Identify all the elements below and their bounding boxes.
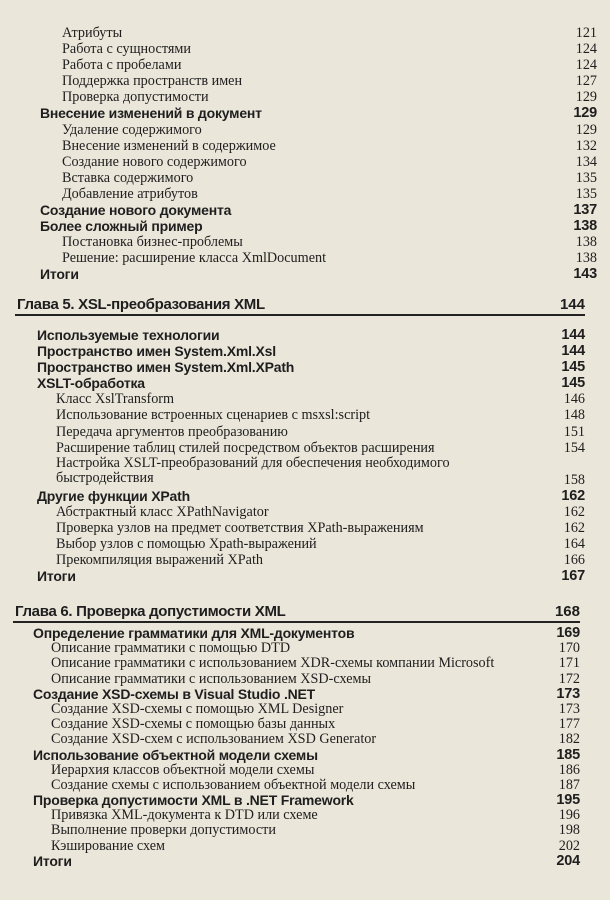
entry-title: Определение грамматики для XML-документов	[33, 625, 355, 641]
entry-title: Удаление содержимого	[62, 121, 202, 138]
entry-title: Используемые технологии	[37, 327, 220, 343]
toc-section-entry	[37, 359, 585, 375]
entry-title: Абстрактный класс XPathNavigator	[56, 504, 269, 521]
entry-title: Создание XSD-схемы с помощью XML Designer	[51, 700, 344, 717]
entry-title: Проверка допустимости XML в .NET Framework	[33, 792, 354, 809]
entry-page-number: 132	[575, 137, 597, 154]
entry-title: Вставка содержимого	[62, 169, 194, 186]
entry-title: Пространство имен System.Xml.XPath	[37, 359, 295, 376]
entry-page-number: 144	[561, 327, 585, 343]
toc-subsection-entry	[37, 552, 585, 568]
entry-page-number: 129	[575, 89, 597, 106]
entry-title: Внесение изменений в документ	[40, 105, 262, 122]
toc-subsection-entry	[37, 407, 585, 423]
toc-section-entry	[40, 202, 597, 218]
toc-section-entry	[33, 747, 580, 762]
entry-page-number: 196	[558, 807, 580, 824]
toc-subsection-entry	[33, 671, 580, 686]
entry-title: Итоги	[37, 568, 76, 585]
entry-page-number: 129	[575, 121, 597, 138]
toc-section-entry	[37, 488, 585, 504]
entry-title: Описание грамматики с помощью DTD	[51, 640, 291, 657]
toc-subsection-entry	[33, 807, 580, 822]
toc-section-entry	[40, 218, 597, 234]
toc-subsection-entry	[37, 424, 585, 440]
entry-title: Использование объектной модели схемы	[33, 746, 318, 763]
toc-subsection-entry	[37, 456, 585, 488]
entry-page-number: 173	[558, 700, 580, 717]
toc-subsection-entry	[33, 640, 580, 655]
entry-page-number: 135	[575, 185, 597, 202]
toc-section-entry	[40, 266, 597, 282]
toc-subsection-entry	[40, 186, 597, 202]
toc-subsection-entry	[33, 701, 580, 716]
entry-title: Создание схемы с использованием объектной модели схемы	[51, 776, 416, 793]
entry-page-number: 144	[561, 343, 585, 360]
entry-page-number: 162	[563, 520, 585, 537]
toc-section-entry	[37, 375, 585, 391]
toc-subsection-entry	[40, 138, 597, 154]
chapter-page-number: 144	[559, 296, 585, 313]
entry-title: Расширение таблиц стилей посредством объектов расширения	[56, 439, 435, 456]
chapter-page-number: 168	[554, 603, 580, 620]
entry-page-number: 135	[575, 169, 597, 186]
entry-title: Кэширование схем	[51, 837, 166, 854]
toc-subsection-entry	[40, 89, 597, 105]
entry-page-number: 138	[575, 234, 597, 251]
entry-page-number: 145	[561, 359, 585, 376]
entry-page-number: 173	[556, 685, 580, 702]
toc-subsection-entry	[40, 234, 597, 250]
entry-title: Атрибуты	[62, 25, 123, 41]
toc-subsection-entry	[37, 520, 585, 536]
toc-subsection-entry	[33, 822, 580, 837]
toc-subsection-entry	[40, 250, 597, 266]
entry-page-number: 134	[575, 153, 597, 170]
entry-page-number: 151	[563, 423, 585, 440]
entry-title: Использование встроенных сценариев с msxsl:script	[56, 407, 371, 424]
toc-subsection-entry	[40, 122, 597, 138]
entry-page-number: 202	[558, 837, 580, 854]
toc-subsection-entry	[40, 57, 597, 73]
entry-title: Создание XSD-схемы в Visual Studio .NET	[33, 685, 316, 702]
entry-title: Работа с сущностями	[62, 41, 191, 58]
toc-section-entry	[33, 686, 580, 701]
entry-title: Более сложный пример	[40, 218, 203, 235]
entry-page-number: 129	[573, 105, 597, 122]
toc-section-entry	[37, 343, 585, 359]
toc-subsection-entry	[40, 170, 597, 186]
entry-page-number: 124	[575, 57, 597, 74]
entry-page-number: 187	[558, 776, 580, 793]
entry-page-number: 185	[556, 746, 580, 763]
entry-title: Проверка допустимости	[62, 89, 209, 106]
toc-section-entry	[40, 105, 597, 121]
entry-title: Создание нового документа	[40, 202, 232, 219]
entry-title: Работа с пробелами	[62, 57, 182, 74]
entry-title: Создание нового содержимого	[62, 153, 247, 170]
toc-section-entry	[33, 853, 580, 868]
toc-section	[40, 25, 597, 283]
entry-page-number: 177	[558, 716, 580, 733]
entry-page-number: 145	[561, 375, 585, 392]
entry-page-number: 162	[561, 487, 585, 504]
entry-title: Другие функции XPath	[37, 487, 190, 504]
entry-page-number: 182	[558, 731, 580, 748]
entry-page-number: 146	[563, 391, 585, 408]
toc-subsection-entry	[40, 41, 597, 57]
entry-page-number: 172	[558, 670, 580, 687]
entry-page-number: 164	[563, 536, 585, 553]
entry-title: Пространство имен System.Xml.Xsl	[37, 343, 276, 360]
entry-title: Выбор узлов с помощью Xpath-выражений	[56, 536, 317, 553]
toc-subsection-entry	[37, 504, 585, 520]
entry-title: Прекомпиляция выражений XPath	[56, 552, 263, 569]
entry-page-number: 138	[575, 250, 597, 267]
toc-section-entry	[33, 625, 580, 640]
entry-page-number: 124	[575, 41, 597, 58]
entry-page-number: 195	[556, 792, 580, 809]
entry-page-number: 162	[563, 504, 585, 521]
entry-title: Класс XslTransform	[56, 391, 175, 408]
entry-page-number: 158	[563, 471, 585, 488]
toc-subsection-entry	[40, 154, 597, 170]
entry-title: Описание грамматики с использованием XDR-схемы компании Microsoft	[51, 655, 495, 672]
entry-page-number: 169	[556, 625, 580, 641]
entry-title: XSLT-обработка	[37, 375, 145, 392]
toc-subsection-entry	[37, 391, 585, 407]
toc-subsection-entry	[37, 536, 585, 552]
entry-title: Выполнение проверки допустимости	[51, 822, 276, 839]
entry-title: Итоги	[33, 852, 72, 869]
entry-page-number: 143	[573, 266, 597, 283]
toc-subsection-entry	[33, 731, 580, 746]
entry-title: Создание XSD-схем с использованием XSD Generator	[51, 731, 377, 748]
toc-subsection-entry	[33, 716, 580, 731]
entry-title: Описание грамматики с использованием XSD-схемы	[51, 670, 372, 687]
chapter-heading	[13, 601, 580, 623]
toc-subsection-entry	[33, 655, 580, 670]
entry-page-number: 167	[561, 568, 585, 585]
entry-page-number: 154	[563, 439, 585, 456]
toc-section	[37, 327, 585, 585]
entry-page-number: 138	[573, 218, 597, 235]
toc-subsection-entry	[33, 762, 580, 777]
entry-title: Добавление атрибутов	[62, 185, 198, 202]
entry-page-number: 127	[575, 73, 597, 90]
entry-title: Проверка узлов на предмет соответствия XPath-выражениям	[56, 520, 424, 537]
entry-page-number: 198	[558, 822, 580, 839]
entry-page-number: 171	[558, 655, 580, 672]
toc-section-entry	[37, 327, 585, 343]
toc-section-entry	[33, 792, 580, 807]
toc-subsection-entry	[37, 440, 585, 456]
entry-page-number: 186	[558, 761, 580, 778]
entry-title: Передача аргументов преобразованию	[56, 423, 288, 440]
entry-page-number: 170	[558, 640, 580, 657]
entry-title: Привязка XML-документа к DTD или схеме	[51, 807, 318, 824]
chapter-heading	[15, 294, 585, 316]
chapter-title: Глава 5. XSL-преобразования XML	[17, 296, 265, 313]
entry-page-number: 121	[575, 25, 597, 41]
entry-title: Поддержка пространств имен	[62, 73, 243, 90]
toc-subsection-entry	[40, 73, 597, 89]
toc-subsection-entry	[33, 777, 580, 792]
toc-subsection-entry	[33, 838, 580, 853]
entry-title: Итоги	[40, 266, 79, 283]
entry-page-number: 148	[563, 407, 585, 424]
entry-page-number: 137	[573, 202, 597, 219]
entry-title: Внесение изменений в содержимое	[62, 137, 276, 154]
entry-page-number: 166	[563, 552, 585, 569]
toc-section-entry	[37, 568, 585, 584]
entry-page-number: 204	[556, 852, 580, 869]
entry-title: Постановка бизнес-проблемы	[62, 234, 243, 251]
entry-title: Настройка XSLT-преобразований для обеспечения необходимого быстродействия	[56, 454, 450, 486]
entry-title: Создание XSD-схемы с помощью базы данных	[51, 716, 336, 733]
toc-subsection-entry	[40, 25, 597, 41]
entry-title: Иерархия классов объектной модели схемы	[51, 761, 315, 778]
chapter-title: Глава 6. Проверка допустимости XML	[15, 603, 286, 620]
toc-section	[33, 625, 580, 868]
entry-title: Решение: расширение класса XmlDocument	[62, 250, 327, 267]
